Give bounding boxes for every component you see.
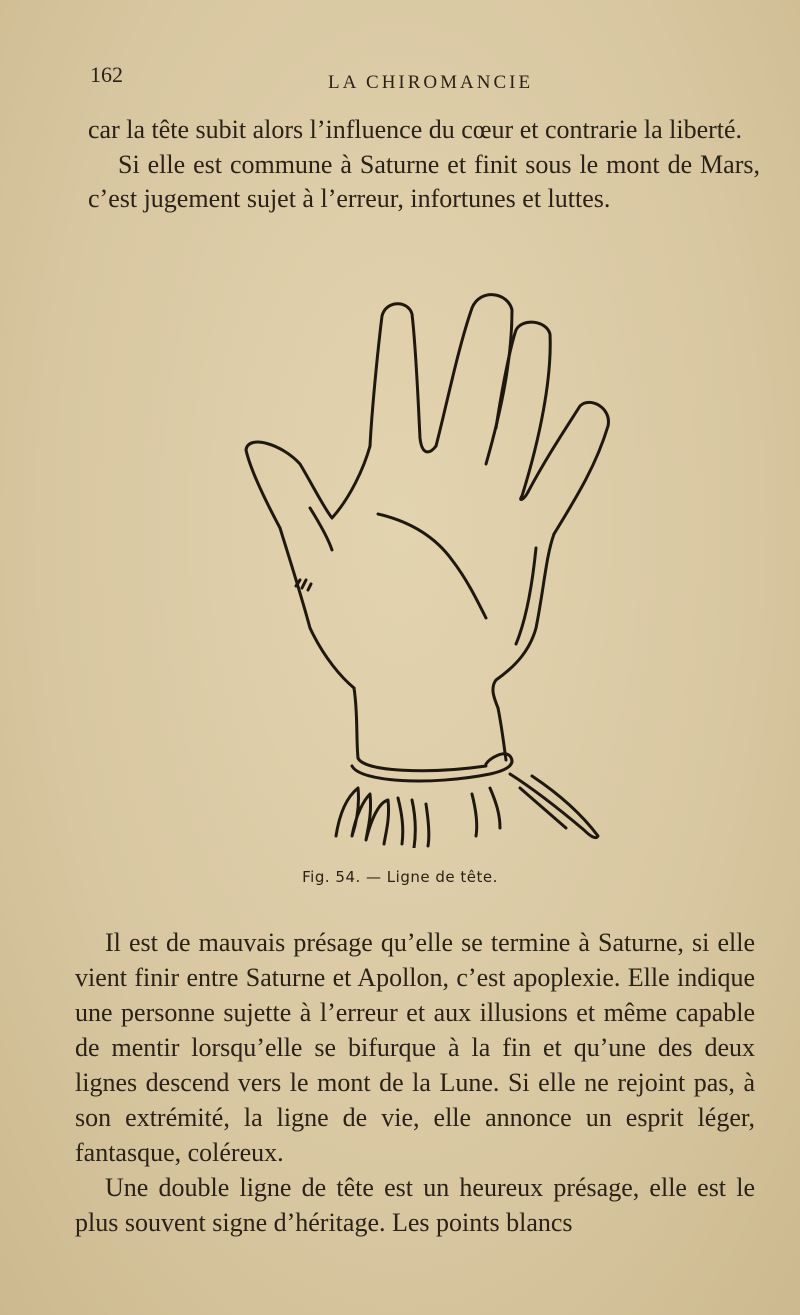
lower-text bbox=[75, 925, 755, 1240]
running-header bbox=[90, 62, 760, 102]
figure-caption: Fig. 54. — Ligne de tête. bbox=[302, 868, 498, 886]
paragraph-4: Une double ligne de tête est un heureux présage, elle est le plus souvent signe d’héritage. Les points blancs bbox=[75, 1173, 755, 1237]
paragraph-3: Il est de mauvais présage qu’elle se termine à Saturne, si elle vient finir entre Saturne et Apollon, c’est apoplexie. Elle indique une personne sujette à l’erreur et aux illusions et même capable de mentir lorsqu’elle se bifurque à la fin et qu’une des deux lignes descend vers le mont de la Lune. Si elle ne rejoint pas, à son extrémité, la ligne de vie, elle annonce un esprit léger, fantasque, coléreux. bbox=[75, 928, 755, 1167]
page-number: 162 bbox=[90, 62, 123, 87]
hand-illustration bbox=[240, 288, 615, 848]
hand-drawing bbox=[240, 288, 615, 848]
paragraph-2: Si elle est commune à Saturne et finit sous le mont de Mars, c’est jugement sujet à l’erreur, infortunes et luttes. bbox=[88, 149, 760, 213]
running-title: LA CHIROMANCIE bbox=[328, 72, 534, 93]
paragraph-1: car la tête subit alors l’influence du cœur et contrarie la liberté. bbox=[88, 115, 743, 144]
upper-text bbox=[88, 113, 760, 217]
